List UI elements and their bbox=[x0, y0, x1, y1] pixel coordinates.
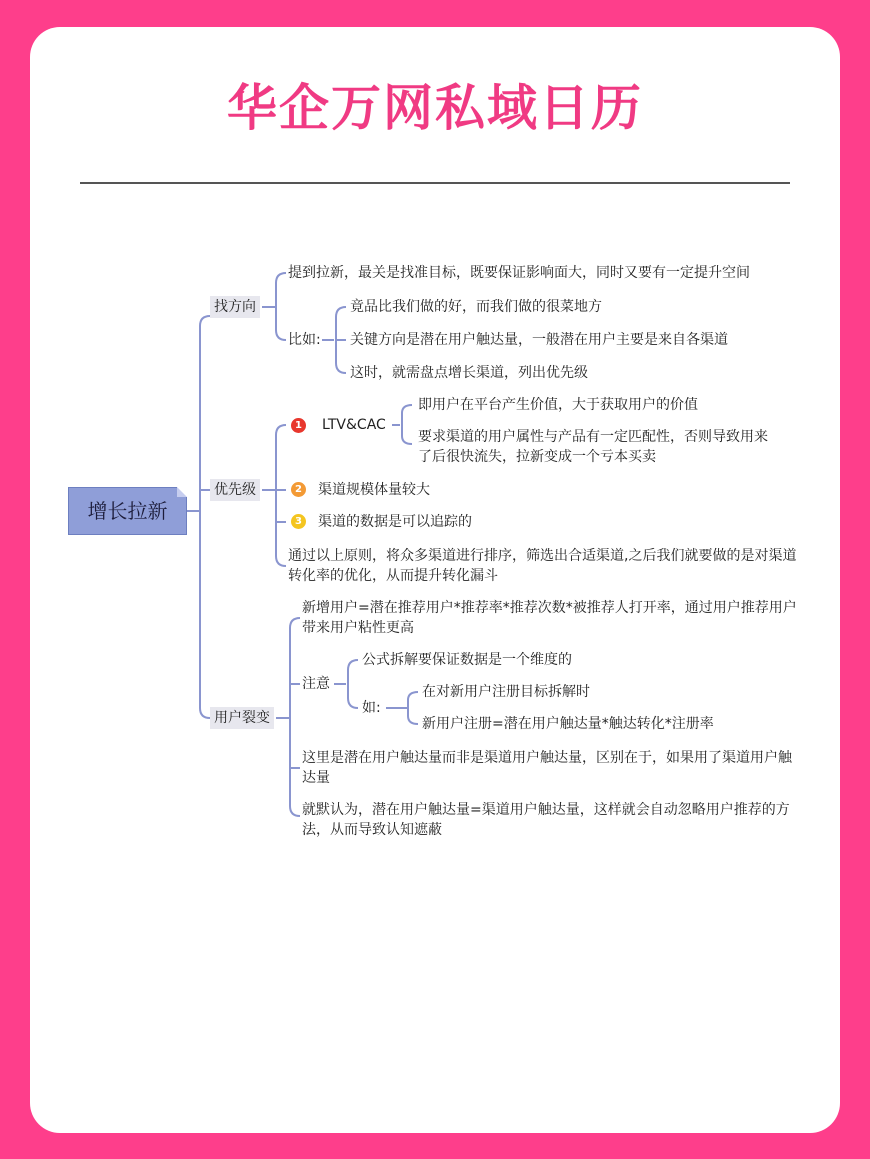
fission-point-3: 这里是潜在用户触达量而非是渠道用户触达量，区别在于，如果用了渠道用户触达量 bbox=[302, 750, 792, 786]
branch-priority: 优先级 bbox=[210, 479, 260, 501]
connector-fission-trunk bbox=[290, 618, 300, 816]
ltv-sub-1: 即用户在平台产生价值，大于获取用户的价值 bbox=[418, 397, 698, 413]
fission-example-1: 在对新用户注册目标拆解时 bbox=[422, 684, 590, 700]
priority-summary: 通过以上原则，将众多渠道进行排序，筛选出合适渠道,之后我们就要做的是对渠道转化率的优化，从而提升转化漏斗 bbox=[288, 548, 797, 584]
priority-item-1: LTV&CAC bbox=[322, 417, 386, 433]
fission-point-4: 就默认为，潜在用户触达量=渠道用户触达量，这样就会自动忽略用户推荐的方法，从而导致认知遮蔽 bbox=[302, 802, 790, 838]
fission-formula: 新增用户=潜在推荐用户*推荐率*推荐次数*被推荐人打开率，通过用户推荐用户带来用户粘性更高 bbox=[302, 600, 797, 636]
fission-example-2: 新用户注册=潜在用户触达量*触达转化*注册率 bbox=[422, 716, 714, 732]
branch-direction: 找方向 bbox=[210, 296, 260, 318]
root-corner-fold bbox=[177, 487, 187, 497]
ltv-sub-2: 要求渠道的用户属性与产品有一定匹配性，否则导致用来了后很快流失，拉新变成一个亏本买卖 bbox=[418, 429, 768, 465]
direction-example-1: 竟品比我们做的好，而我们做的很菜地方 bbox=[350, 299, 602, 315]
fission-example-label: 如: bbox=[362, 700, 381, 716]
direction-example-2: 关键方向是潜在用户触达量，一般潜在用户主要是来自各渠道 bbox=[350, 332, 728, 348]
fission-note-point: 公式拆解要保证数据是一个维度的 bbox=[362, 652, 572, 668]
priority-badge-3: 3 bbox=[291, 514, 306, 529]
fission-note-label: 注意 bbox=[302, 676, 330, 692]
connector-priority-trunk bbox=[276, 425, 286, 566]
branch-fission: 用户裂变 bbox=[210, 707, 274, 729]
priority-badge-2: 2 bbox=[291, 482, 306, 497]
connector-note-trunk bbox=[348, 660, 358, 708]
priority-item-2: 渠道规模体量较大 bbox=[318, 482, 430, 498]
connector-eg-trunk bbox=[408, 692, 418, 724]
connector-root-trunk bbox=[200, 316, 210, 718]
root-label: 增长拉新 bbox=[87, 499, 168, 523]
direction-example-3: 这时，就需盘点增长渠道，列出优先级 bbox=[350, 365, 588, 381]
priority-item-3: 渠道的数据是可以追踪的 bbox=[318, 514, 472, 530]
connector-ltv-trunk bbox=[402, 405, 412, 444]
connector-direction-trunk bbox=[276, 273, 286, 340]
direction-point: 提到拉新，最关是找准目标，既要保证影响面大，同时又要有一定提升空间 bbox=[288, 265, 750, 281]
direction-example-label: 比如: bbox=[288, 332, 321, 348]
root-node bbox=[68, 487, 187, 535]
priority-badge-1: 1 bbox=[291, 418, 306, 433]
page-title: 华企万网私域日历 bbox=[227, 79, 643, 137]
